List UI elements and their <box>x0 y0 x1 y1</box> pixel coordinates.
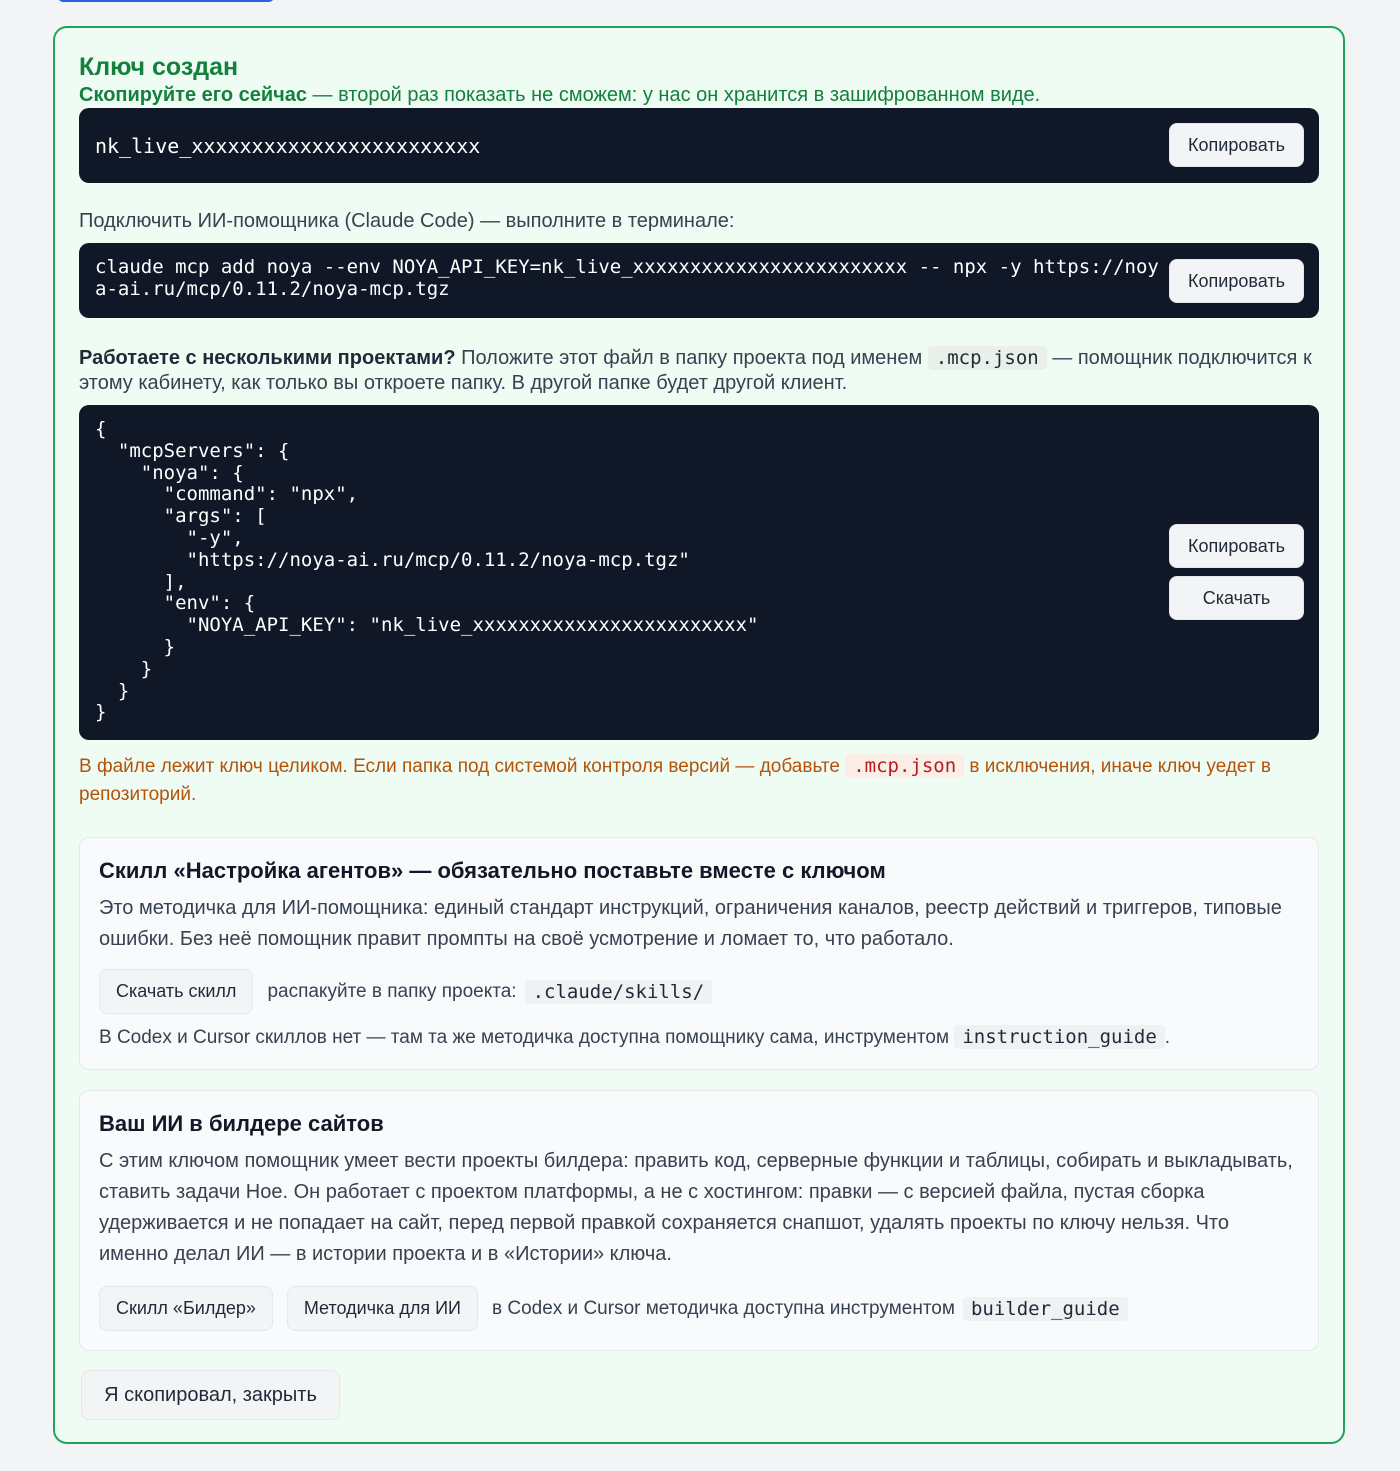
builder-guide-button[interactable]: Методичка для ИИ <box>287 1286 478 1331</box>
panel-title: Ключ создан <box>79 53 239 81</box>
top-button-edge <box>58 0 274 2</box>
builder-guide-tool: builder_guide <box>963 1297 1128 1321</box>
builder-card-title: Ваш ИИ в билдере сайтов <box>99 1111 384 1136</box>
multi-project-note <box>79 346 1319 396</box>
multi-project-bold: Работаете с несколькими проектами? <box>79 347 456 369</box>
multi-project-text: Положите этот файл в папку проекта под именем <box>455 347 928 369</box>
skill-card-title: Скилл «Настройка агентов» — обязательно поставьте вместе с ключом <box>99 858 886 883</box>
copy-warning-text: — второй раз показать не сможем: у нас он хранится в зашифрованном виде. <box>307 84 1041 106</box>
unpack-text: распакуйте в папку проекта: <box>267 980 517 1002</box>
connect-command[interactable]: claude mcp add noya --env NOYA_API_KEY=nk_live_xxxxxxxxxxxxxxxxxxxxxxxx -- npx -y https://noya-ai.ru/mcp/0.11.2/noya-mcp.tgz <box>95 256 1159 300</box>
mcp-json-filename: .mcp.json <box>928 346 1047 370</box>
builder-skill-button[interactable]: Скилл «Билдер» <box>99 1286 273 1331</box>
connect-label: Подключить ИИ-помощника (Claude Code) — выполните в терминале: <box>79 210 735 232</box>
api-key-box <box>79 108 1319 183</box>
vcs-warning-filename: .mcp.json <box>845 754 964 778</box>
skill-codex-note-text: В Codex и Cursor скиллов нет — там та же методичка доступна помощнику сама, инструментом <box>99 1027 955 1048</box>
builder-codex-note: в Codex и Cursor методичка доступна инструментом <box>491 1297 955 1319</box>
skill-card-desc: Это методичка для ИИ-помощника: единый стандарт инструкций, ограничения каналов, реестр действий и триггеров, типовые ошибки. Без неё помощник правит промпты на своё усмотрение и ломает то, что работало. <box>99 897 1282 950</box>
skill-codex-note <box>99 1026 1299 1049</box>
api-key-value[interactable]: nk_live_xxxxxxxxxxxxxxxxxxxxxxxx <box>95 133 481 158</box>
skill-codex-note-end: . <box>1164 1027 1171 1048</box>
vcs-warning-text-end: в исключения, иначе ключ уедет в репозиторий. <box>79 756 1271 805</box>
copy-command-button[interactable]: Копировать <box>1169 259 1304 303</box>
skills-path: .claude/skills/ <box>525 980 713 1004</box>
close-button[interactable]: Я скопировал, закрыть <box>81 1370 340 1420</box>
copy-json-button[interactable]: Копировать <box>1169 524 1304 568</box>
connect-command-box <box>79 243 1319 318</box>
skill-download-row <box>99 969 1299 1014</box>
copy-warning <box>79 82 1319 108</box>
key-created-panel <box>53 26 1345 1444</box>
copy-warning-bold: Скопируйте его сейчас <box>79 84 307 106</box>
builder-actions-row <box>99 1286 1299 1331</box>
instruction-guide-tool: instruction_guide <box>954 1025 1164 1049</box>
mcp-json-box <box>79 405 1319 740</box>
vcs-warning-text: В файле лежит ключ целиком. Если папка под системой контроля версий — добавьте <box>79 756 846 777</box>
builder-card-desc: С этим ключом помощник умеет вести проекты билдера: править код, серверные функции и таблицы, собирать и выкладывать, ставить задачи Ное. Он работает с проектом платформы, а не с хостингом: правки — с версией файла, пустая сборка удерживается и не попадает на сайт, перед первой правкой сохраняется снапшот, удалять проекты по ключу нельзя. Что именно делал ИИ — в истории проекта и в «Истории» ключа. <box>99 1150 1293 1265</box>
download-skill-button[interactable]: Скачать скилл <box>99 969 253 1014</box>
mcp-json-content[interactable]: { "mcpServers": { "noya": { "command": "npx", "args": [ "-y", "https://noya-ai.ru/mcp/0.11.2/noya-mcp.tgz" ], "env": { "NOYA_API_KEY": "nk_live_xxxxxxxxxxxxxxxxxxxxxxxx" } } } } <box>95 418 759 724</box>
download-json-button[interactable]: Скачать <box>1169 576 1304 620</box>
skill-card <box>79 837 1319 1070</box>
builder-card <box>79 1090 1319 1351</box>
copy-key-button[interactable]: Копировать <box>1169 123 1304 167</box>
vcs-warning <box>79 752 1319 809</box>
multi-project-text-end: — помощник подключится к этому кабинету, как только вы откроете папку. В другой папке будет другой клиент. <box>79 347 1312 394</box>
